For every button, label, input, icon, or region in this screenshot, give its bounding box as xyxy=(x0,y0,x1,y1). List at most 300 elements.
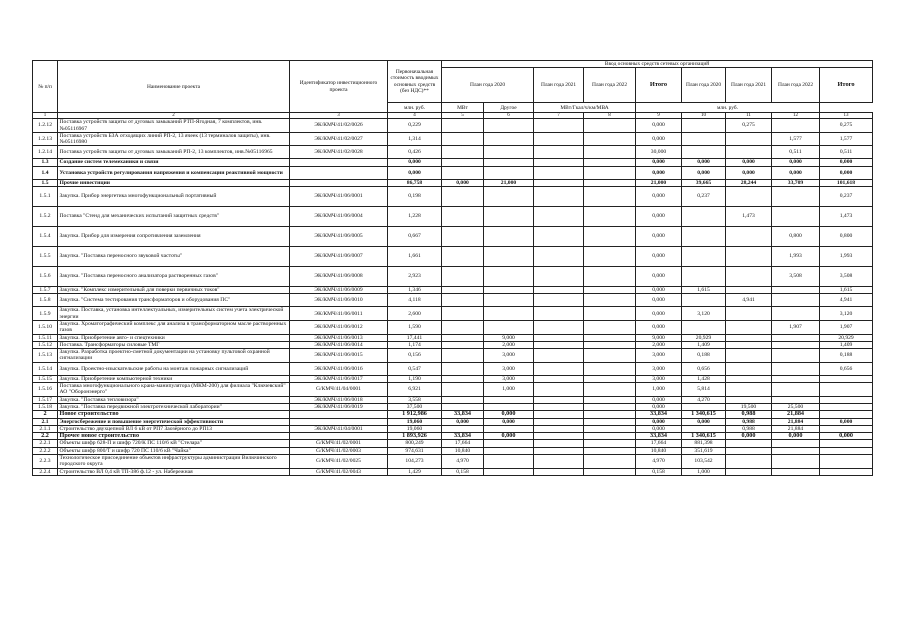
column-index-cell: 5 xyxy=(442,113,484,119)
value-cell xyxy=(726,396,772,403)
value-cell xyxy=(772,341,820,348)
value-cell xyxy=(726,187,772,207)
project-id xyxy=(290,433,388,440)
value-cell: 19,060 xyxy=(388,425,442,432)
value-cell: 1,409 xyxy=(820,341,873,348)
value-cell: 3,000 xyxy=(484,375,534,382)
project-id: ЭК/КМЧ/41/02/0026 xyxy=(290,119,388,133)
value-cell xyxy=(772,207,820,227)
value-cell xyxy=(726,383,772,397)
header-num: № п/п xyxy=(33,61,58,113)
value-cell: 1 340,615 xyxy=(682,411,726,418)
value-cell xyxy=(534,425,584,432)
row-number: 2.2.4 xyxy=(33,468,58,475)
value-cell xyxy=(682,119,726,133)
value-cell xyxy=(534,349,584,363)
value-cell: 37,500 xyxy=(388,403,442,410)
value-cell: 0,000 xyxy=(820,166,873,179)
value-cell: 3,000 xyxy=(484,362,534,375)
row-number: 1.5.14 xyxy=(33,362,58,375)
project-name: Строительство ВЛ 0,4 кВ ТП-386 ф.12 - ул. Набережная xyxy=(58,468,290,475)
value-cell xyxy=(584,146,636,159)
header-plan-2020: План года 2020 xyxy=(442,68,534,103)
value-cell: 3,000 xyxy=(484,349,534,363)
value-cell: 4,970 xyxy=(442,455,484,469)
value-cell xyxy=(772,455,820,469)
row-number: 1.5.17 xyxy=(33,396,58,403)
value-cell: 1,993 xyxy=(772,247,820,267)
project-id: ЭК/КМЧ/41/04/0001 xyxy=(290,425,388,432)
value-cell: 19,500 xyxy=(726,403,772,410)
row-number: 1.2.12 xyxy=(33,119,58,133)
value-cell: 6,921 xyxy=(388,383,442,397)
value-cell xyxy=(726,320,772,334)
project-name: Закупка. Разработка проектно-сметной документации на установку пультовой охранной сигнализации xyxy=(58,349,290,363)
value-cell xyxy=(584,425,636,432)
value-cell: 0,188 xyxy=(820,349,873,363)
column-index-cell: 3 xyxy=(290,113,388,119)
project-name: Энергосбережение и повышение энергетической эффективности xyxy=(58,418,290,425)
value-cell xyxy=(484,187,534,207)
row-number: 1.5.1 xyxy=(33,187,58,207)
project-name: Технологическое присоединение объектов инфраструктуры администрации Вилючинского городского округа xyxy=(58,455,290,469)
project-id: G/КМЧ/41/02/0025 xyxy=(290,455,388,469)
value-cell xyxy=(442,383,484,397)
value-cell xyxy=(534,403,584,410)
value-cell xyxy=(534,433,584,440)
table-row xyxy=(33,247,873,267)
value-cell xyxy=(484,425,534,432)
value-cell: 9,000 xyxy=(484,334,534,341)
value-cell xyxy=(726,440,772,447)
value-cell: 0,000 xyxy=(682,418,726,425)
value-cell xyxy=(726,227,772,247)
value-cell: 0,000 xyxy=(636,227,682,247)
column-index-cell: 11 xyxy=(726,113,772,119)
value-cell: 0,667 xyxy=(388,227,442,247)
project-name: Объекты шифр 628-П и шифр 720/К ПС 110/6 кВ "Стелара" xyxy=(58,440,290,447)
header-group: Ввод основных средств сетевых организаций xyxy=(442,61,873,68)
header-unit-mvt2: МВт/Гкал/ч/км/МВА xyxy=(534,103,636,113)
table-row xyxy=(33,455,873,469)
value-cell: 19,060 xyxy=(388,418,442,425)
value-cell xyxy=(484,468,534,475)
project-name: Закупка. Приобретение компьютерной техники xyxy=(58,375,290,382)
value-cell: 1,577 xyxy=(820,132,873,146)
value-cell: 0,511 xyxy=(772,146,820,159)
value-cell: 4,970 xyxy=(636,455,682,469)
value-cell: 0,000 xyxy=(772,433,820,440)
value-cell xyxy=(442,341,484,348)
value-cell xyxy=(534,179,584,186)
value-cell xyxy=(726,349,772,363)
project-name: Объекты шифр 800/Т и шифр 720 ПС 110/6 кВ "Чайка" xyxy=(58,447,290,454)
project-name: Поставка устройств защиты от дуговых замыканий РП-2, 13 комплектов, инв.№05116965 xyxy=(58,146,290,159)
table-row xyxy=(33,287,873,294)
value-cell: 0,000 xyxy=(820,418,873,425)
value-cell xyxy=(584,179,636,186)
project-name: Поставка. Трансформаторы силовые ТМГ xyxy=(58,341,290,348)
project-name: Закупка. Проектно-изыскательские работы на монтаж пожарных сигнализаций xyxy=(58,362,290,375)
project-name: Закупка. "Комплекс измерительный для поверки первичных токов" xyxy=(58,287,290,294)
column-index-cell: 2 xyxy=(58,113,290,119)
header-name: Наименование проекта xyxy=(58,61,290,113)
value-cell xyxy=(442,207,484,227)
value-cell: 0,000 xyxy=(442,418,484,425)
value-cell xyxy=(682,267,726,287)
value-cell: 39,665 xyxy=(682,179,726,186)
value-cell xyxy=(484,207,534,227)
value-cell xyxy=(820,425,873,432)
value-cell: 0,000 xyxy=(820,159,873,166)
value-cell xyxy=(584,227,636,247)
value-cell xyxy=(772,396,820,403)
table-row xyxy=(33,159,873,166)
value-cell: 10,840 xyxy=(442,447,484,454)
value-cell xyxy=(484,440,534,447)
value-cell: 0,426 xyxy=(388,146,442,159)
value-cell: 0,000 xyxy=(636,187,682,207)
value-cell xyxy=(584,440,636,447)
value-cell: 0,000 xyxy=(484,433,534,440)
value-cell xyxy=(484,159,534,166)
value-cell: 103,542 xyxy=(682,455,726,469)
value-cell xyxy=(534,362,584,375)
row-number: 1.4 xyxy=(33,166,58,179)
value-cell: 1,000 xyxy=(682,468,726,475)
value-cell: 33,834 xyxy=(442,433,484,440)
row-number: 1.5.9 xyxy=(33,307,58,321)
value-cell xyxy=(484,119,534,133)
value-cell xyxy=(682,403,726,410)
value-cell xyxy=(584,166,636,179)
value-cell xyxy=(534,455,584,469)
project-id: ЭК/КМЧ/41/06/0004 xyxy=(290,207,388,227)
project-id: ЭК/КМЧ/41/06/0009 xyxy=(290,287,388,294)
value-cell xyxy=(442,146,484,159)
value-cell xyxy=(584,247,636,267)
value-cell xyxy=(534,334,584,341)
value-cell: 1,661 xyxy=(388,247,442,267)
value-cell xyxy=(442,375,484,382)
value-cell xyxy=(820,468,873,475)
row-number: 1.5.4 xyxy=(33,227,58,247)
value-cell: 1,590 xyxy=(388,320,442,334)
row-number: 1.5 xyxy=(33,179,58,186)
value-cell: 800,249 xyxy=(388,440,442,447)
value-cell xyxy=(726,341,772,348)
value-cell xyxy=(772,440,820,447)
value-cell xyxy=(772,187,820,207)
value-cell: 3,508 xyxy=(772,267,820,287)
row-number: 1.5.16 xyxy=(33,383,58,397)
project-id: ЭК/КМЧ/41/06/0011 xyxy=(290,307,388,321)
value-cell: 1,907 xyxy=(820,320,873,334)
header-id: Идентификатор инвестиционного проекта xyxy=(290,61,388,113)
value-cell xyxy=(820,455,873,469)
row-number: 1.5.6 xyxy=(33,267,58,287)
table-row xyxy=(33,334,873,341)
value-cell xyxy=(584,418,636,425)
header-plan-2021-b: План года 2021 xyxy=(726,68,772,103)
value-cell: 1,615 xyxy=(820,287,873,294)
project-name: Закупка. "Поставка передвижной электротехнической лаборатории" xyxy=(58,403,290,410)
table-row xyxy=(33,375,873,382)
value-cell: 1,190 xyxy=(388,375,442,382)
value-cell xyxy=(726,247,772,267)
value-cell xyxy=(534,307,584,321)
project-id xyxy=(290,411,388,418)
table-row xyxy=(33,307,873,321)
project-name: Закупка. "Система тестирования трансформаторов и оборудования ПС" xyxy=(58,294,290,307)
row-number: 2 xyxy=(33,411,58,418)
value-cell xyxy=(584,294,636,307)
value-cell xyxy=(584,159,636,166)
value-cell xyxy=(484,447,534,454)
value-cell: 20,929 xyxy=(682,334,726,341)
value-cell: 17,664 xyxy=(636,440,682,447)
table-row xyxy=(33,362,873,375)
investment-table xyxy=(32,60,873,476)
value-cell: 0,000 xyxy=(484,411,534,418)
value-cell: 21,884 xyxy=(772,425,820,432)
value-cell: 0,511 xyxy=(820,146,873,159)
value-cell: 0,275 xyxy=(726,119,772,133)
value-cell: 1,409 xyxy=(682,341,726,348)
value-cell: 0,988 xyxy=(726,411,772,418)
project-name: Закупка. Хроматографический комплекс для анализа в трансформаторном масле растворенных газов xyxy=(58,320,290,334)
value-cell: 0,000 xyxy=(636,207,682,227)
value-cell xyxy=(584,267,636,287)
value-cell: 0,000 xyxy=(636,166,682,179)
value-cell: 0,800 xyxy=(820,227,873,247)
header-unit-mln2: млн. руб. xyxy=(636,103,820,113)
project-name: Закупка. Прибор энергетика многофункциональный портативный xyxy=(58,187,290,207)
value-cell xyxy=(584,396,636,403)
value-cell: 17,441 xyxy=(388,334,442,341)
table-row xyxy=(33,294,873,307)
value-cell xyxy=(534,119,584,133)
project-id: ЭК/КМЧ/41/06/0012 xyxy=(290,320,388,334)
row-number: 2.2.1 xyxy=(33,440,58,447)
value-cell xyxy=(534,320,584,334)
value-cell xyxy=(442,187,484,207)
value-cell xyxy=(584,320,636,334)
value-cell xyxy=(726,267,772,287)
column-index-cell: 4 xyxy=(388,113,442,119)
value-cell xyxy=(534,166,584,179)
row-number: 1.5.12 xyxy=(33,341,58,348)
value-cell: 0,000 xyxy=(636,403,682,410)
value-cell xyxy=(584,403,636,410)
column-index-cell: 7 xyxy=(534,113,584,119)
column-index-cell: 9 xyxy=(636,113,682,119)
value-cell xyxy=(534,287,584,294)
project-name: Закупка. "Поставка тепловизора" xyxy=(58,396,290,403)
value-cell xyxy=(772,307,820,321)
value-cell xyxy=(772,375,820,382)
value-cell: 0,000 xyxy=(636,159,682,166)
project-name: Поставка "Стенд для механических испытаний защитных средств" xyxy=(58,207,290,227)
row-number: 1.5.15 xyxy=(33,375,58,382)
value-cell xyxy=(772,349,820,363)
value-cell xyxy=(584,119,636,133)
value-cell xyxy=(726,362,772,375)
header-plan-2021: План года 2021 xyxy=(534,68,584,103)
header-itogo-b: Итого xyxy=(820,68,873,103)
value-cell: 1,000 xyxy=(636,383,682,397)
value-cell xyxy=(772,294,820,307)
table-row xyxy=(33,187,873,207)
value-cell: 1 893,926 xyxy=(388,433,442,440)
value-cell: 0,237 xyxy=(820,187,873,207)
row-number: 1.5.13 xyxy=(33,349,58,363)
value-cell xyxy=(820,440,873,447)
project-id: ЭК/КМЧ/41/06/0008 xyxy=(290,267,388,287)
project-id: ЭК/КМЧ/41/06/0013 xyxy=(290,334,388,341)
value-cell xyxy=(484,307,534,321)
row-number: 1.5.11 xyxy=(33,334,58,341)
value-cell xyxy=(534,375,584,382)
value-cell xyxy=(772,287,820,294)
value-cell: 28,244 xyxy=(726,179,772,186)
value-cell xyxy=(442,294,484,307)
value-cell: 4,118 xyxy=(388,294,442,307)
value-cell xyxy=(484,287,534,294)
value-cell: 2,000 xyxy=(636,341,682,348)
value-cell: 3,508 xyxy=(820,267,873,287)
value-cell: 104,273 xyxy=(388,455,442,469)
value-cell xyxy=(772,468,820,475)
value-cell xyxy=(726,455,772,469)
project-id: ЭК/КМЧ/41/06/0001 xyxy=(290,187,388,207)
value-cell: 4,941 xyxy=(726,294,772,307)
value-cell: 0,000 xyxy=(388,166,442,179)
value-cell: 17,664 xyxy=(442,440,484,447)
header-cost: Первоначальная стоимость вводимых основных средств (без НДС)** xyxy=(388,61,442,103)
value-cell: 0,229 xyxy=(388,119,442,133)
value-cell: 1,228 xyxy=(388,207,442,227)
table-row xyxy=(33,418,873,425)
column-index-cell: 1 xyxy=(33,113,58,119)
value-cell: 1,907 xyxy=(772,320,820,334)
value-cell: 0,800 xyxy=(772,227,820,247)
value-cell: 5,814 xyxy=(682,383,726,397)
table-row xyxy=(33,433,873,440)
value-cell xyxy=(442,247,484,267)
value-cell: 0,000 xyxy=(726,166,772,179)
value-cell: 881,398 xyxy=(682,440,726,447)
value-cell: 2,600 xyxy=(388,307,442,321)
table-row xyxy=(33,166,873,179)
row-number: 1.5.8 xyxy=(33,294,58,307)
value-cell: 9,000 xyxy=(636,334,682,341)
value-cell: 3,120 xyxy=(820,307,873,321)
value-cell xyxy=(534,247,584,267)
value-cell: 0,000 xyxy=(772,166,820,179)
header-itogo: Итого xyxy=(636,68,682,103)
value-cell: 1,615 xyxy=(682,287,726,294)
project-name: Закупка. "Поставка переносного анализатора растворенных газов" xyxy=(58,267,290,287)
project-name: Поставка устройств защиты от дуговых замыканий РТП-Ягодная, 7 комплектов, инв.№05116967 xyxy=(58,119,290,133)
value-cell xyxy=(584,411,636,418)
value-cell: 0,158 xyxy=(636,468,682,475)
project-id xyxy=(290,418,388,425)
value-cell xyxy=(820,383,873,397)
value-cell: 0,000 xyxy=(636,307,682,321)
value-cell xyxy=(484,294,534,307)
project-id xyxy=(290,166,388,179)
value-cell: 25,500 xyxy=(772,403,820,410)
value-cell xyxy=(584,132,636,146)
value-cell: 0,000 xyxy=(636,320,682,334)
value-cell xyxy=(584,383,636,397)
value-cell xyxy=(442,403,484,410)
value-cell: 1,473 xyxy=(726,207,772,227)
value-cell: 2,923 xyxy=(388,267,442,287)
column-index-cell: 6 xyxy=(484,113,534,119)
value-cell xyxy=(584,375,636,382)
value-cell xyxy=(484,396,534,403)
header-unit-other: Другое xyxy=(484,103,534,113)
value-cell xyxy=(534,341,584,348)
row-number: 2.1 xyxy=(33,418,58,425)
value-cell: 21,884 xyxy=(772,411,820,418)
column-index-cell: 12 xyxy=(772,113,820,119)
value-cell: 21,884 xyxy=(772,418,820,425)
value-cell xyxy=(534,146,584,159)
value-cell xyxy=(682,132,726,146)
value-cell: 3,558 xyxy=(388,396,442,403)
value-cell xyxy=(726,307,772,321)
project-name: Поставка многофункционального крана-манипулятора (МКМ-200) для филиала "Ключевский" АО "Оборонэнерго" xyxy=(58,383,290,397)
value-cell: 3,000 xyxy=(636,362,682,375)
value-cell xyxy=(442,227,484,247)
project-name: Создание систем телемеханики и связи xyxy=(58,159,290,166)
project-name: Прочие инвестиции xyxy=(58,179,290,186)
header-unit-mvt: МВт xyxy=(442,103,484,113)
value-cell xyxy=(442,320,484,334)
value-cell: 2,000 xyxy=(484,341,534,348)
value-cell xyxy=(772,334,820,341)
row-number: 1.5.2 xyxy=(33,207,58,227)
value-cell: 0,158 xyxy=(442,468,484,475)
value-cell xyxy=(584,433,636,440)
table-row xyxy=(33,411,873,418)
value-cell: 1,314 xyxy=(388,132,442,146)
value-cell: 351,619 xyxy=(682,447,726,454)
project-name: Закупка. Приобретение авто- и спецтехники xyxy=(58,334,290,341)
project-id: ЭК/КМЧ/41/06/0014 xyxy=(290,341,388,348)
value-cell xyxy=(442,267,484,287)
value-cell xyxy=(772,383,820,397)
row-number: 2.1.1 xyxy=(33,425,58,432)
value-cell xyxy=(772,447,820,454)
value-cell xyxy=(534,159,584,166)
value-cell xyxy=(534,207,584,227)
row-number: 2.2.2 xyxy=(33,447,58,454)
value-cell: 974,631 xyxy=(388,447,442,454)
row-number: 1.5.18 xyxy=(33,403,58,410)
value-cell xyxy=(484,227,534,247)
project-id: ЭК/КМЧ/41/02/0027 xyxy=(290,132,388,146)
row-number: 1.5.5 xyxy=(33,247,58,267)
row-number: 1.5.10 xyxy=(33,320,58,334)
value-cell: 0,547 xyxy=(388,362,442,375)
value-cell: 0,000 xyxy=(726,433,772,440)
value-cell: 0,000 xyxy=(636,396,682,403)
value-cell: 1,473 xyxy=(820,207,873,227)
